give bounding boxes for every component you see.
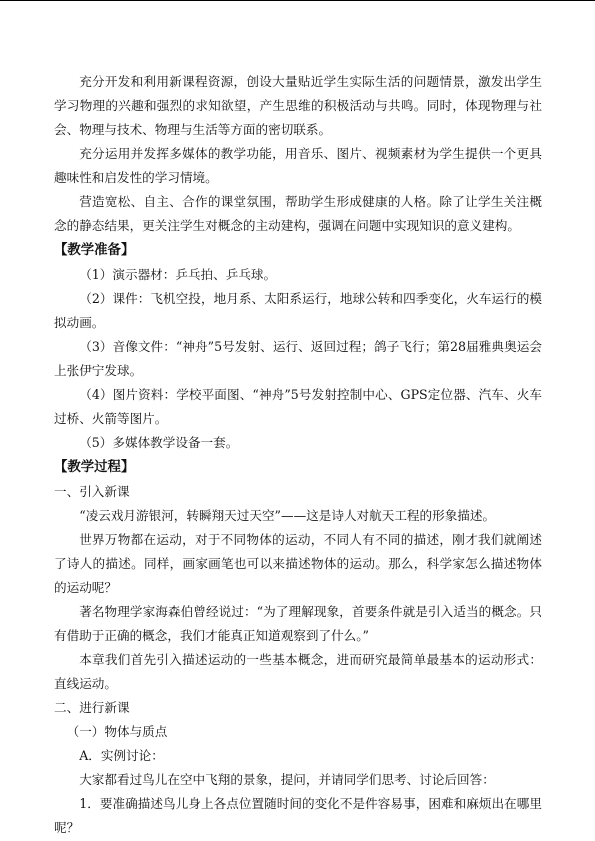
intro-paragraph: 充分开发和利用新课程资源，创设大量贴近学生实际生活的问题情景，激发出学生学习物理的兴趣和强烈的求知欲望，产生思维的积极活动与共鸣。同时，体现物理与社会、物理与技术、物理与生活等方面的密切联系。 (54, 74, 542, 137)
subsection-title: （一）物体与质点 (66, 724, 168, 739)
section-paragraph: 世界万物都在运动，对于不同物体的运动，不同人有不同的描述，刚才我们就阐述了诗人的描述。同样，画家画笔也可以来描述物体的运动。那么，科学家怎么描述物体的运动呢？ (54, 532, 542, 595)
subsection-label: A．实例讨论： (79, 748, 164, 763)
section-title: 二、进行新课 (54, 700, 130, 715)
prep-heading: 【教学准备】 (54, 243, 135, 258)
intro-paragraph: 营造宽松、自主、合作的课堂氛围，帮助学生形成健康的人格。除了让学生关注概念的静态结果，更关注学生对概念的主动建构，强调在问题中实现知识的意义建构。 (54, 194, 542, 233)
prep-item: （2）课件：飞机空投，地月系、太阳系运行，地球公转和四季变化，火车运行的模拟动画。 (54, 291, 542, 330)
discussion-intro: 大家都看过鸟儿在空中飞翔的景象，提问，并请同学们思考、讨论后回答： (79, 772, 495, 787)
section-paragraph: 著名物理学家海森伯曾经说过：“为了理解现象，首要条件就是引入适当的概念。只有借助于正确的概念，我们才能真正知道观察到了什么。” (54, 604, 542, 643)
section-title: 一、引入新课 (54, 484, 130, 499)
prep-item: （5）多媒体教学设备一套。 (79, 435, 239, 450)
process-heading: 【教学过程】 (54, 460, 135, 475)
document-page (54, 70, 542, 840)
discussion-question: 1．要准确描述鸟儿身上各点位置随时间的变化不是件容易事，困难和麻烦出在哪里呢？ (54, 796, 542, 835)
section-paragraph: 本章我们首先引入描述运动的一些基本概念，进而研究最简单最基本的运动形式：直线运动。 (54, 652, 542, 691)
intro-paragraph: 充分运用并发挥多媒体的教学功能，用音乐、图片、视频素材为学生提供一个更具趣味性和启发性的学习情境。 (54, 146, 542, 185)
prep-item: （1）演示器材：乒乓拍、乒乓球。 (79, 267, 277, 282)
section-paragraph: “凌云戏月游银河，转瞬翔天过天空”——这是诗人对航天工程的形象描述。 (79, 508, 496, 523)
prep-item: （4）图片资料：学校平面图、“神舟”5号发射控制中心、GPS定位器、汽车、火车过桥、火箭等图片。 (54, 387, 542, 426)
page-top-border (0, 0, 595, 1)
prep-item: （3）音像文件：“神舟”5号发射、运行、返回过程；鸽子飞行；第28届雅典奥运会上张伊宁发球。 (54, 339, 542, 378)
